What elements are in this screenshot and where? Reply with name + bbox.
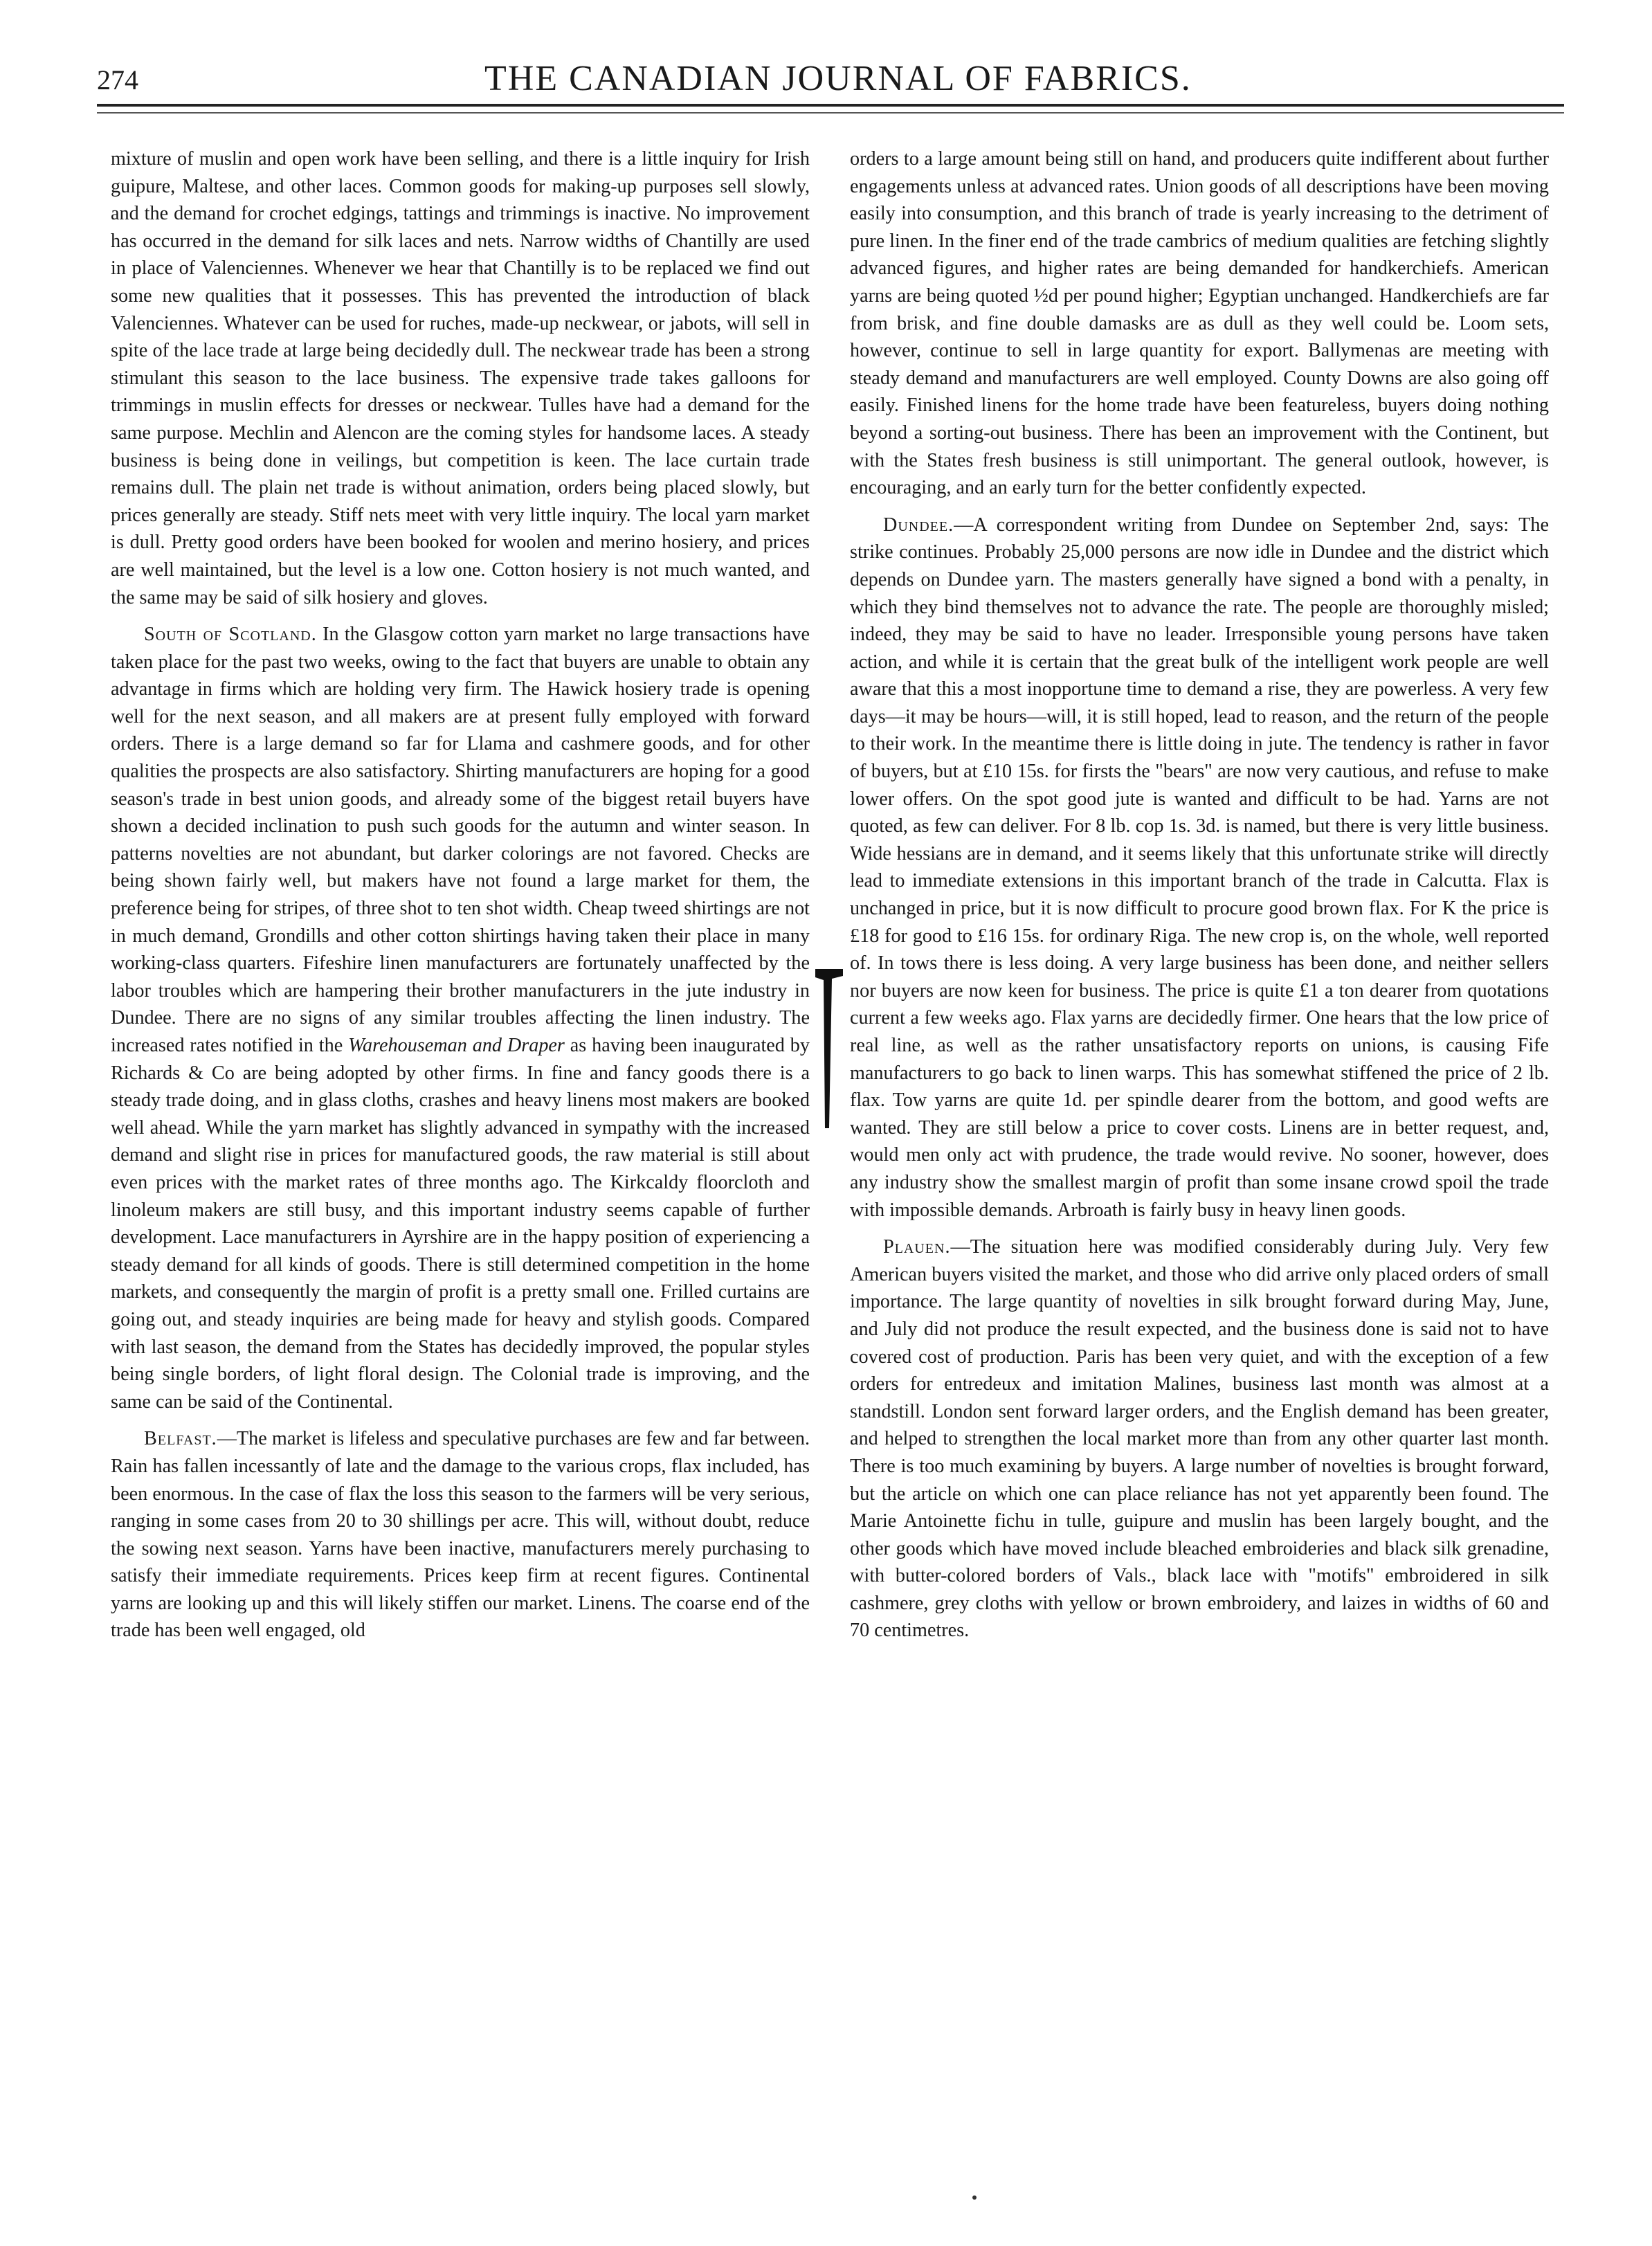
footer-dot [972,2195,977,2200]
plauen-text: —The situation here was modified considerably during July. Very few American buyers visited the market, and those who did arrive only placed orders of small importance. The large quantity of novelties in silk brought forward during May, June, and July did not produce the result expected, and the business done is said not to have covered cost of production. Paris has been very quiet, and with the exception of a few orders for entredeux and imitation Malines, business last month was almost at a standstill. London sent forward larger orders, and the English demand has been greater, and helped to strengthen the local market more than from any other quarter last month. There is too much examining by buyers. A large number of novelties is brought forward, but the article on which one can place reliance has not yet apparently been found. The Marie Antoinette fichu in tulle, guipure and muslin has been largely bought, and the other goods which have moved include bleached embroideries and black silk grenadine, with butter-colored borders of Vals., black lace with "motifs" embroidered in silk cashmere, grey cloths with yellow or brown embroidery, and laizes in widths of 60 and 70 centimetres. [850,1236,1549,1642]
left-column [111,145,810,1645]
section-head-south-of-scotland: South of Scotland. [144,624,317,646]
header-rule-thin [97,112,1564,114]
gutter-bracket-mark [808,962,850,1135]
south-of-scotland-text-tail: as having been inaugurated by Richards & Co are being adopted by other firms. In fine and fancy goods there is a steady trade doing, and in glass cloths, crashes and heavy linens most makers are booked well ahead. While the yarn market has slightly advanced in sympathy with the increased demand and slight rise in prices for manufactured goods, the raw material is still about even prices with the market rates of three months ago. The Kirkcaldy floorcloth and linoleum makers are still busy, and this important industry seems capable of further development. Lace manufacturers in Ayrshire are in the happy position of experiencing a steady demand for all kinds of goods. There is still determined competition in the home markets, and consequently the margin of profit is a pretty small one. Frilled curtains are going out, and steady inquiries are being made for heavy and stylish goods. Compared with last season, the demand from the States has decidedly improved, the popular styles being single borders, of light floral design. The Colonial trade is improving, and the same can be said of the Continental. [111,1035,810,1413]
belfast-text: —The market is lifeless and speculative purchases are few and far between. Rain has fallen incessantly of late and the damage to the various crops, flax included, has been enormous. In the case of flax the loss this season to the farmers will be very serious, ranging in some cases from 20 to 30 shillings per acre. This will, without doubt, reduce the sowing next season. Yarns have been inactive, manufacturers merely purchasing to satisfy their immediate requirements. Prices keep firm at recent figures. Continental yarns are looking up and this will likely stiffen our market. Linens. The coarse end of the trade has been well engaged, old [111,1428,810,1642]
dundee-paragraph [850,511,1549,1224]
section-head-belfast: Belfast. [144,1428,217,1450]
publication-title: Warehouseman and Draper [348,1035,565,1056]
dundee-text: —A correspondent writing from Dundee on September 2nd, says: The strike continues. Probably 25,000 persons are now idle in Dundee and the district which depends on Dundee yarn. The masters generally have signed a bond with a penalty, in which they bind themselves not to advance the rate. The people are thoroughly misled; indeed, they may be said to have no leader. Irresponsible young persons have taken action, and while it is certain that the great bulk of the intelligent work people are well aware that this a most inopportune time to demand a rise, they are powerless. A very few days—it may be hours—will, it is still hoped, lead to reason, and the return of the people to their work. In the meantime there is little doing in jute. The tendency is rather in favor of buyers, but at £10 15s. for firsts the "bears" are now very cautious, and refuse to make lower offers. On the spot good jute is wanted and difficult to be had. Yarns are not quoted, as few can deliver. For 8 lb. cop 1s. 3d. is named, but there is very little business. Wide hessians are in demand, and it seems likely that this unfortunate strike will directly lead to immediate extensions in this important branch of the trade in Calcutta. Flax is unchanged in price, but it is now difficult to procure good brown flax. For K the price is £18 for good to £16 15s. for ordinary Riga. The new crop is, on the whole, well reported of. In tows there is less doing. A very large business has been done, and neither sellers nor buyers are now keen for business. The price is quite £1 a ton dearer from quotations current a few weeks ago. Flax yarns are decidedly firmer. One hears that the low price of real line, as well as the rather unsatisfactory reports on unions, is causing Fife manufacturers to go back to linen warps. This has somewhat stiffened the price of 2 lb. flax. Tow yarns are quite 1d. per spindle dearer from the bottom, and good wefts are wanted. They are still below a price to cover costs. Linens are in better request, and, would men only act with prudence, the trade would revive. No sooner, however, does any industry show the smallest margin of profit than some insane crowd spoil the trade with impossible demands. Arbroath is fairly busy in heavy linen goods. [850,514,1549,1221]
page-number: 274 [97,64,138,96]
belfast-paragraph [111,1425,810,1645]
belfast-continued-paragraph: orders to a large amount being still on hand, and producers quite indifferent about further engagements unless at advanced rates. Union goods of all descriptions have been moving easily into consumption, and this branch of trade is yearly increasing to the detriment of pure linen. In the finer end of the trade cambrics of medium qualities are fetching slightly advanced figures, and higher rates are being demanded for handkerchiefs. American yarns are being quoted ½d per pound higher; Egyptian unchanged. Handkerchiefs are far from brisk, and fine double damasks are as dull as they well could be. Loom sets, however, continue to sell in large quantity for export. Ballymenas are meeting with steady demand and manufacturers are well employed. County Downs are also going off easily. Finished linens for the home trade have been featureless, buyers doing nothing beyond a sorting-out business. There has been an improvement with the Continent, but with the States fresh business is still unimportant. The general outlook, however, is encouraging, and an early turn for the better confidently expected. [850,148,1549,499]
section-head-dundee: Dundee. [883,514,954,536]
running-title: THE CANADIAN JOURNAL OF FABRICS. [484,59,1192,98]
header-rule [97,104,1564,107]
lace-market-paragraph: mixture of muslin and open work have been selling, and there is a little inquiry for Irish guipure, Maltese, and other laces. Common goods for making-up purposes sell slowly, and the demand for crochet edgings, tattings and trimmings is inactive. No improvement has occurred in the demand for silk laces and nets. Narrow widths of Chantilly are used in place of Valenciennes. Whenever we hear that Chantilly is to be replaced we find out some new qualities that it possesses. This has prevented the introduction of black Valenciennes. Whatever can be used for ruches, made-up neckwear, or jabots, will sell in spite of the lace trade at large being decidedly dull. The neckwear trade has been a strong stimulant this season to the lace business. The expensive trade takes galloons for trimmings in muslin effects for dresses or neckwear. Tulles have had a demand for the same purpose. Mechlin and Alencon are the coming styles for handsome laces. A steady business is being done in veilings, but competition is keen. The lace curtain trade remains dull. The plain net trade is without animation, orders being placed slowly, but prices generally are steady. Stiff nets meet with very little inquiry. The local yarn market is dull. Pretty good orders have been booked for woolen and merino hosiery, and prices are well maintained, but the level is a low one. Cotton hosiery is not much wanted, and the same may be said of silk hosiery and gloves. [111,148,810,608]
right-column [850,145,1549,1645]
plauen-paragraph [850,1233,1549,1645]
section-head-plauen: Plauen. [883,1236,951,1258]
south-of-scotland-text: In the Glasgow cotton yarn market no large transactions have taken place for the past two weeks, owing to the fact that buyers are unable to obtain any advantage in firms which are holding very firm. The Hawick hosiery trade is opening well for the next season, and all makers are at present fully employed with forward orders. There is a large demand so far for Llama and cashmere goods, and for other qualities the prospects are also satisfactory. Shirting manufacturers are hoping for a good season's trade in best union goods, and already some of the biggest retail buyers have shown a decided inclination to push such goods for the autumn and winter season. In patterns novelties are not abundant, but darker colorings are not favored. Checks are being shown fairly well, but makers have not found a large market for them, the preference being for stripes, of three shot to ten shot width. Cheap tweed shirtings are not in much demand, Grondills and other cotton shirtings having taken their place in many working-class quarters. Fifeshire linen manufacturers are fortunately unaffected by the labor troubles which are hampering their brother manufacturers in the jute industry in Dundee. There are no signs of any similar troubles affecting the linen industry. The increased rates notified in the [111,624,810,1056]
south-of-scotland-paragraph [111,621,810,1415]
